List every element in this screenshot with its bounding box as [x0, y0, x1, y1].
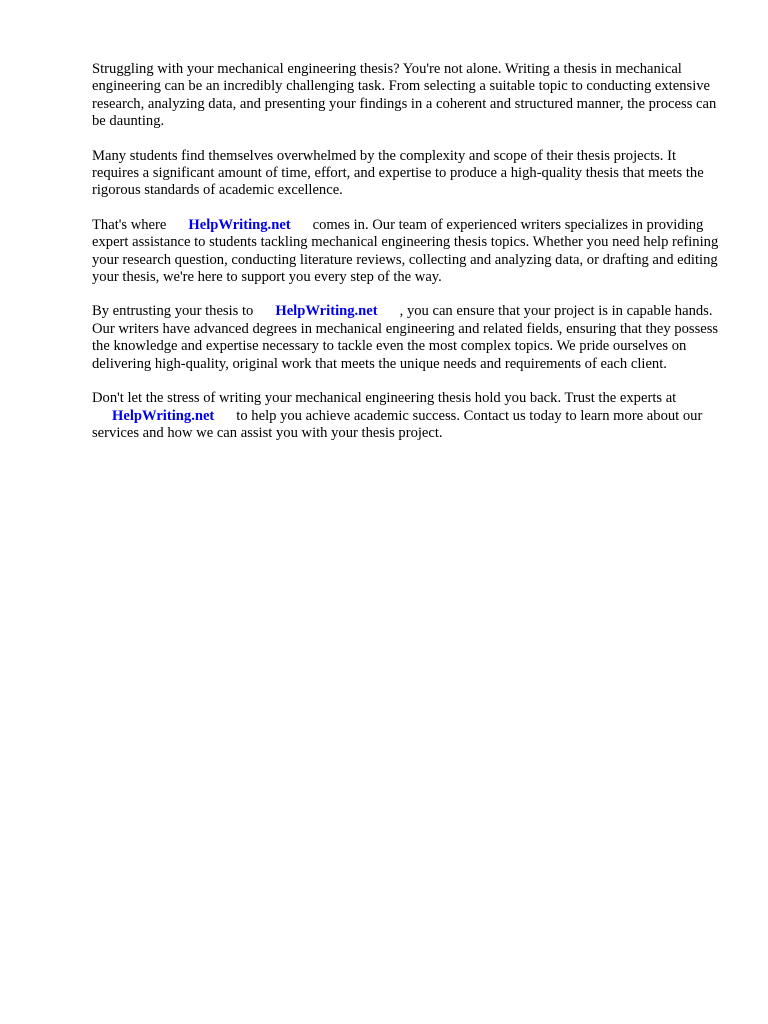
paragraph-closing: [92, 390, 724, 442]
paragraph-team-after: comes in. Our team of experienced writers specializes in providing expert assistance to students tackling mechanical engineering thesis topics. Whether you need help refining your research question, conducting literature reviews, collecting and analyzing data, or drafting and editing your thesis, we're here to support you every step of the way.: [92, 216, 722, 286]
paragraph-entrusting: [92, 303, 724, 373]
document-body: [92, 61, 724, 459]
paragraph-intro-text: Struggling with your mechanical engineering thesis? You're not alone. Writing a thesis in mechanical engineering can be an incredibly challenging task. From selecting a suitable topic to conducting extensive research, analyzing data, and presenting your findings in a coherent and structured manner, the process can be daunting.: [92, 61, 720, 130]
paragraph-entrusting-before: By entrusting your thesis to: [92, 303, 254, 320]
paragraph-team: [92, 217, 724, 287]
paragraph-closing-after: to help you achieve academic success. Contact us today to learn more about our services and how we can assist you with your thesis project.: [92, 407, 706, 441]
paragraph-closing-before: Don't let the stress of writing your mechanical engineering thesis hold you back. Trust the experts at: [92, 390, 677, 407]
paragraph-entrusting-after: , you can ensure that your project is in capable hands. Our writers have advanced degrees in mechanical engineering and related fields, ensuring that they possess the knowledge and expertise necessary to tackle even the most complex topics. We pride ourselves on delivering high-quality, original work that meets the unique needs and requirements of each client.: [92, 303, 722, 372]
paragraph-team-before: That's where: [92, 216, 167, 233]
paragraph-overwhelmed-text: Many students find themselves overwhelmed by the complexity and scope of their thesis projects. It requires a significant amount of time, effort, and expertise to produce a high-quality thesis that meets the rigorous standards of academic excellence.: [92, 147, 708, 199]
helpwriting-link[interactable]: HelpWriting.net: [275, 303, 378, 320]
helpwriting-link[interactable]: HelpWriting.net: [112, 407, 215, 424]
helpwriting-link[interactable]: HelpWriting.net: [188, 216, 291, 233]
paragraph-intro: [92, 61, 724, 131]
paragraph-overwhelmed: [92, 148, 724, 200]
